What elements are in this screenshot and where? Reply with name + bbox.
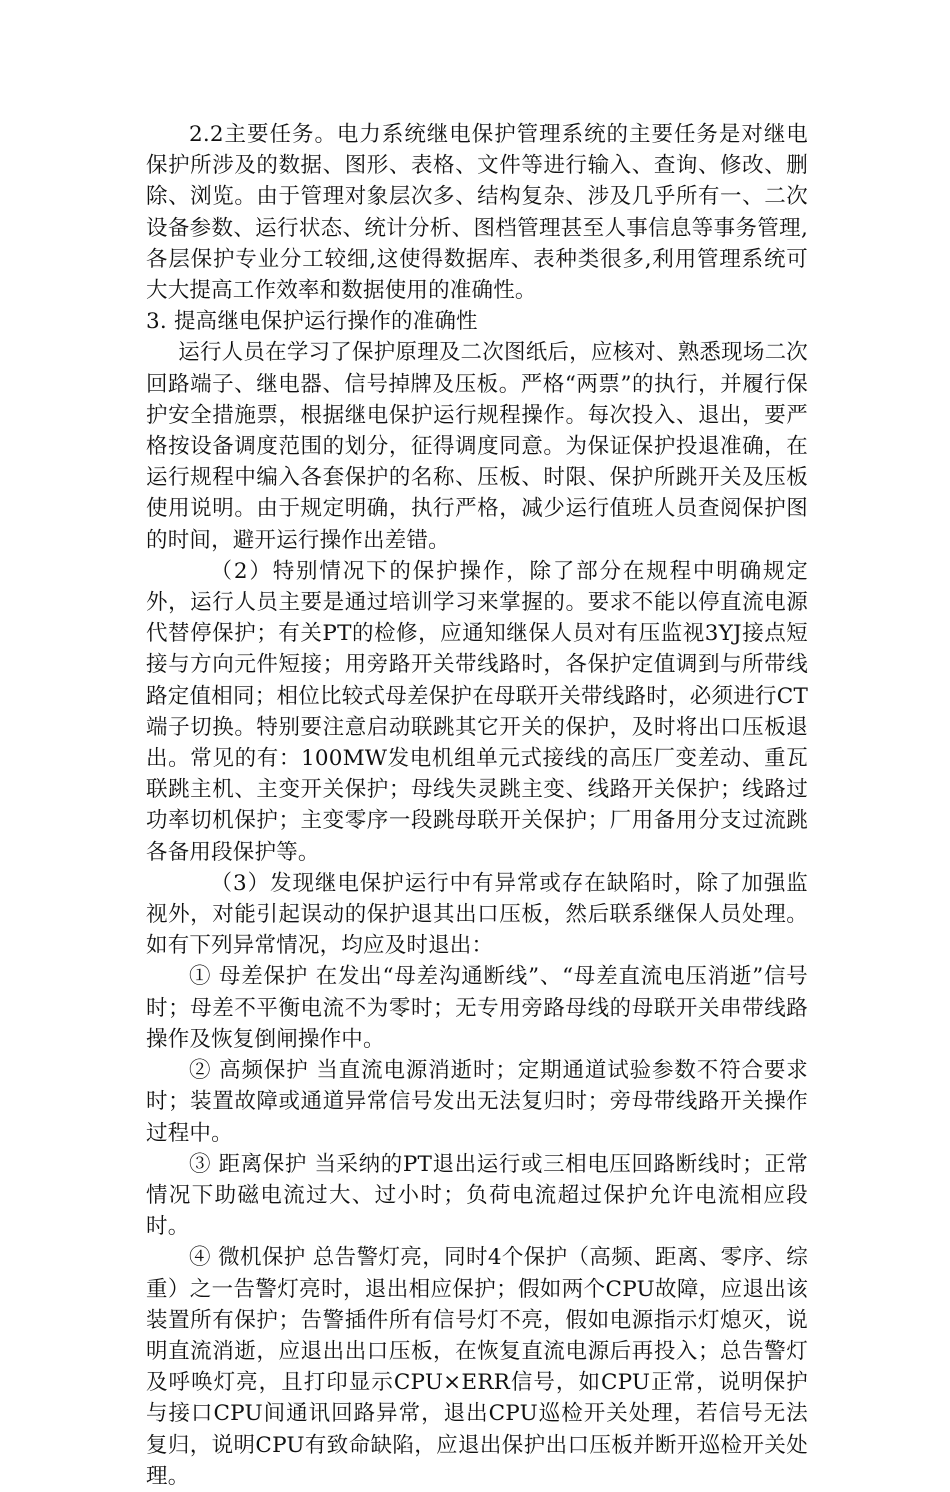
paragraph-operators: 运行人员在学习了保护原理及二次图纸后，应核对、熟悉现场二次回路端子、继电器、信号掉牌及压板。严格“两票”的执行，并履行保护安全措施票，根据继电保护运行规程操作。每次投入、退出，要严格按设备调度范围的划分，征得调度同意。为保证保护投退准确，在运行规程中编入各套保护的名称、压板、时限、保护所跳开关及压板使用说明。由于规定明确，执行严格，减少运行值班人员查阅保护图的时间，避开运行操作出差错。 [146, 340, 808, 553]
section-heading-3: 3. 提高继电保护运行操作的准确性 [146, 309, 478, 335]
list-item-busbar-differential: ① 母差保护 在发出“母差沟通断线”、“母差直流电压消逝”信号时；母差不平衡电流不为零时；无专用旁路母线的母联开关串带线路操作及恢复倒闸操作中。 [146, 964, 808, 1052]
list-item-distance-protection: ③ 距离保护 当采纳的PT退出运行或三相电压回路断线时；正常情况下助磁电流过大、过小时；负荷电流超过保护允许电流相应段时。 [146, 1151, 808, 1240]
list-item-microcomputer-protection: ④ 微机保护 总告警灯亮，同时4个保护（高频、距离、零序、综重）之一告警灯亮时，退出相应保护；假如两个CPU故障，应退出该装置所有保护；告警插件所有信号灯不亮，假如电源指示灯熄灭，说明直流消逝，应退出出口压板，在恢复直流电源后再投入；总告警灯及呼唤灯亮，且打印显示CPU×ERR信号，如CPU正常，说明保护与接口CPU间通讯回路异常，退出CPU巡检开关处理，若信号无法复归，说明CPU有致命缺陷，应退出保护出口压板并断开巡检开关处理。 [146, 1245, 808, 1489]
list-item-high-frequency: ② 高频保护 当直流电源消逝时；定期通道试验参数不符合要求时；装置故障或通道异常信号发出无法复归时；旁母带线路开关操作过程中。 [146, 1058, 808, 1146]
document-body [146, 119, 808, 1492]
paragraph-main-tasks: 2.2主要任务。电力系统继电保护管理系统的主要任务是对继电保护所涉及的数据、图形、表格、文件等进行输入、查询、修改、删除、浏览。由于管理对象层次多、结构复杂、涉及几乎所有一、二次设备参数、运行状态、统计分析、图档管理甚至人事信息等事务管理,各层保护专业分工较细,这使得数据库、表种类很多,利用管理系统可大大提高工作效率和数据使用的准确性。 [146, 122, 808, 304]
paragraph-special-operations: （2）特别情况下的保护操作，除了部分在规程中明确规定外，运行人员主要是通过培训学习来掌握的。要求不能以停直流电源代替停保护；有关PT的检修，应通知继保人员对有压监视3YJ接点短接与方向元件短接；用旁路开关带线路时，各保护定值调到与所带线路定值相同；相位比较式母差保护在母联开关带线路时，必须进行CT端子切换。特别要注意启动联跳其它开关的保护，及时将出口压板退出。常见的有：100MW发电机组单元式接线的高压厂变差动、重瓦联跳主机、主变开关保护；母线失灵跳主变、线路开关保护；线路过功率切机保护；主变零序一段跳母联开关保护；厂用备用分支过流跳各备用段保护等。 [146, 558, 808, 865]
paragraph-abnormal-conditions: （3）发现继电保护运行中有异常或存在缺陷时，除了加强监视外，对能引起误动的保护退其出口压板，然后联系继保人员处理。如有下列异常情况，均应及时退出： [146, 870, 808, 959]
